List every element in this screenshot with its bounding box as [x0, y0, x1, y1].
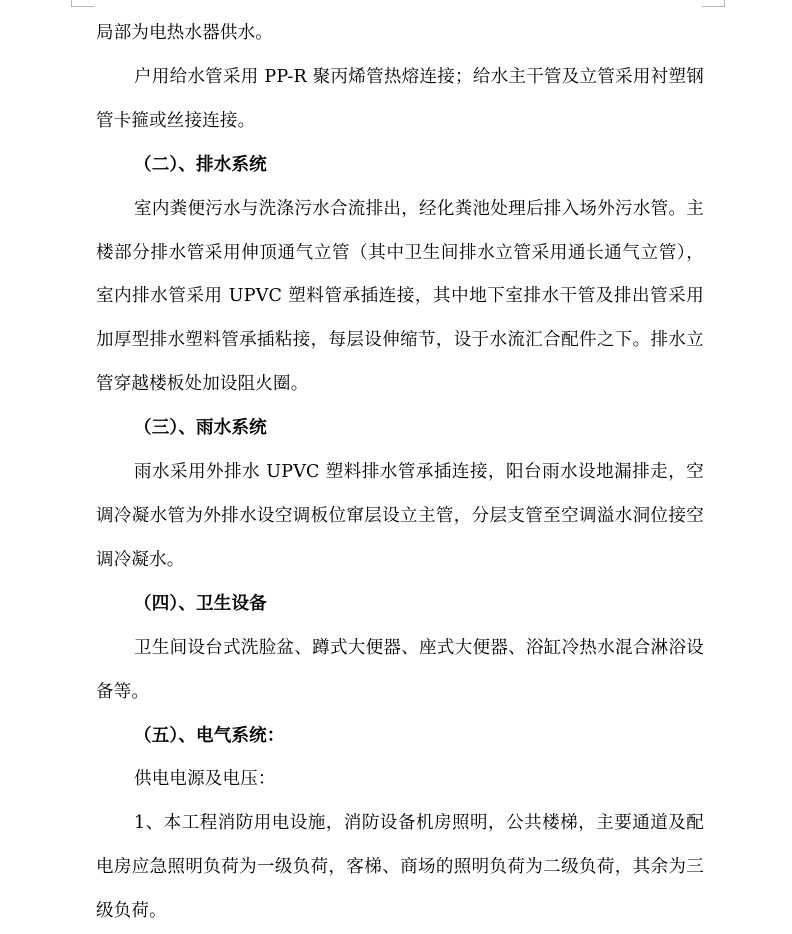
- heading-drainage-system: （二）、排水系统: [134, 154, 267, 175]
- paragraph-load-classification: 1、本工程消防用电设施，消防设备机房照明，公共楼梯，主要通道及配电房应急照明负荷为一级负荷，客梯、商场的照明负荷为二级负荷，其余为三级负荷。: [96, 813, 704, 922]
- paragraph-sanitary-equipment: 卫生间设台式洗脸盆、蹲式大便器、座式大便器、浴缸冷热水混合淋浴设备等。: [96, 637, 704, 702]
- paragraph-continuation: 局部为电热水器供水。: [96, 23, 273, 43]
- page-corner-mark-right: [702, 0, 725, 7]
- heading-electrical-system: （五）、电气系统：: [134, 725, 285, 746]
- page-corner-mark-left: [71, 0, 94, 7]
- heading-rainwater-system: （三）、雨水系统: [134, 418, 267, 439]
- paragraph-power-supply-title: 供电电源及电压：: [134, 769, 276, 790]
- paragraph-drainage-system: 室内粪便污水与洗涤污水合流排出，经化粪池处理后排入场外污水管。主楼部分排水管采用伸顶通气立管（其中卫生间排水立管采用通长通气立管），室内排水管采用 UPVC 塑料管承插连接，其中地下室排水干管及排出管采用加厚型排水塑料管承插粘接，每层设伸缩节，设于水流汇合配件之下。排水立管穿越楼板处加设阻火圈。: [96, 198, 704, 395]
- paragraph-water-supply-pipes: 户用给水管采用 PP-R 聚丙烯管热熔连接；给水主干管及立管采用衬塑钢管卡箍或丝接连接。: [96, 66, 704, 131]
- paragraph-rainwater-system: 雨水采用外排水 UPVC 塑料排水管承插连接，阳台雨水设地漏排走，空调冷凝水管为外排水设空调板位窜层设立主管，分层支管至空调溢水洞位接空调冷凝水。: [96, 462, 704, 570]
- heading-sanitary-equipment: （四）、卫生设备: [134, 593, 267, 614]
- document-body: [96, 12, 704, 934]
